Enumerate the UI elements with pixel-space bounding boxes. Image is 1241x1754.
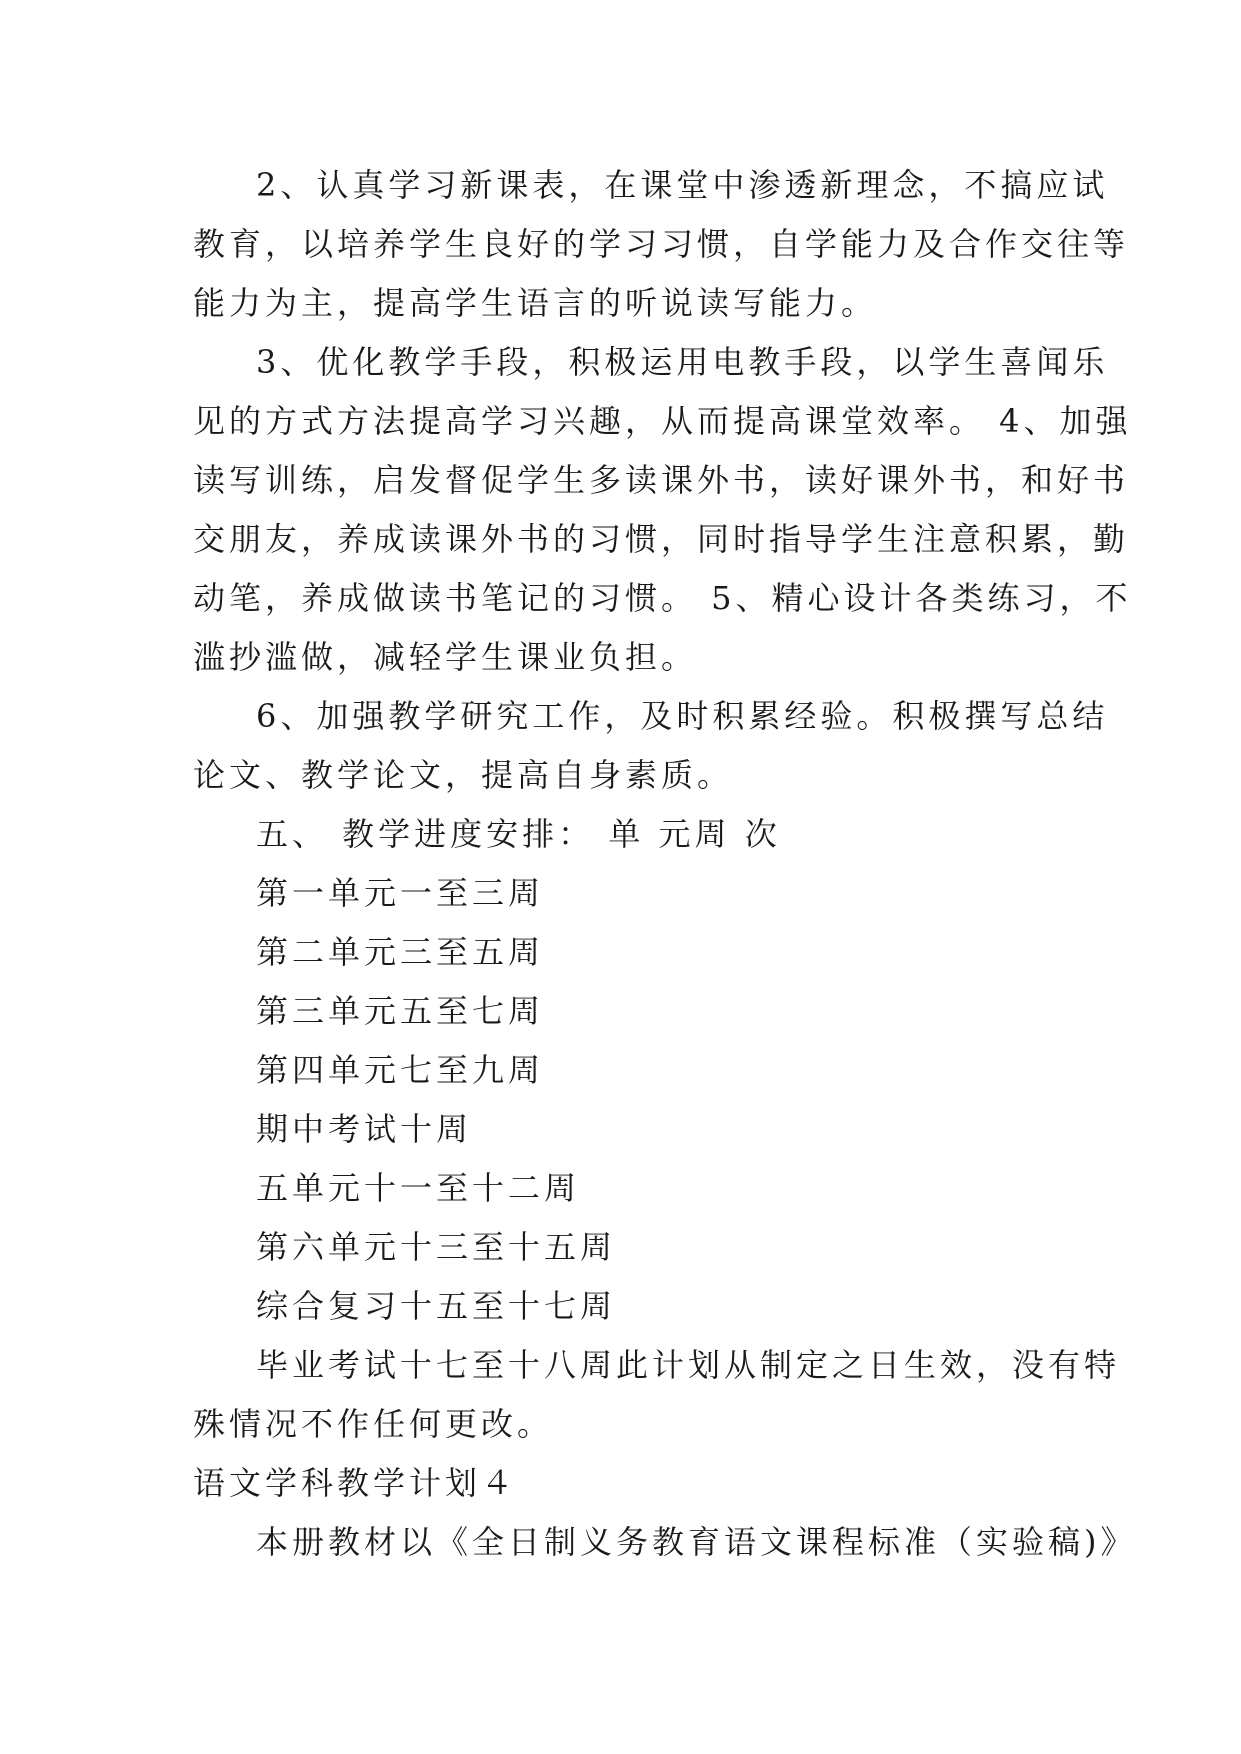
schedule-item-unit-6: 第六单元十三至十五周 — [256, 1228, 617, 1266]
paragraph-2-line-3: 能力为主，提高学生语言的听说读写能力。 — [193, 284, 878, 322]
paragraph-2-line-1: 2、认真学习新课表，在课堂中渗透新理念，不搞应试 — [256, 166, 1109, 204]
closing-line-1: 毕业考试十七至十八周此计划从制定之日生效，没有特 — [256, 1346, 1121, 1384]
schedule-item-unit-4: 第四单元七至九周 — [256, 1051, 545, 1089]
paragraph-3-line-1: 3、优化教学手段，积极运用电教手段，以学生喜闻乐 — [256, 343, 1109, 381]
paragraph-3-line-4: 交朋友，养成读课外书的习惯，同时指导学生注意积累，勤 — [193, 520, 1130, 558]
schedule-item-unit-3: 第三单元五至七周 — [256, 992, 545, 1030]
paragraph-3-line-5: 动笔，养成做读书笔记的习惯。 5、精心设计各类练习，不 — [193, 579, 1132, 617]
schedule-item-midterm: 期中考试十周 — [256, 1110, 473, 1148]
paragraph-2-line-2: 教育，以培养学生良好的学习习惯，自学能力及合作交往等 — [193, 225, 1130, 263]
schedule-item-review: 综合复习十五至十七周 — [256, 1287, 617, 1325]
paragraph-3-line-6: 滥抄滥做，减轻学生课业负担。 — [193, 638, 698, 676]
section-title: 语文学科教学计划４ — [193, 1464, 518, 1502]
schedule-item-unit-1: 第一单元一至三周 — [256, 874, 545, 912]
paragraph-3-line-2: 见的方式方法提高学习兴趣，从而提高课堂效率。 4、加强 — [193, 402, 1132, 440]
schedule-item-unit-5: 五单元十一至十二周 — [256, 1169, 581, 1207]
paragraph-6-line-2: 论文、教学论文，提高自身素质。 — [193, 756, 734, 794]
paragraph-3-line-3: 读写训练，启发督促学生多读课外书，读好课外书，和好书 — [193, 461, 1130, 499]
schedule-heading: 五、 教学进度安排： 单 元周 次 — [256, 815, 781, 853]
section-intro-line-1: 本册教材以《全日制义务教育语文课程标准（实验稿)》 — [256, 1523, 1137, 1561]
schedule-item-unit-2: 第二单元三至五周 — [256, 933, 545, 971]
closing-line-2: 殊情况不作任何更改。 — [193, 1405, 554, 1443]
paragraph-6-line-1: 6、加强教学研究工作，及时积累经验。积极撰写总结 — [256, 697, 1109, 735]
